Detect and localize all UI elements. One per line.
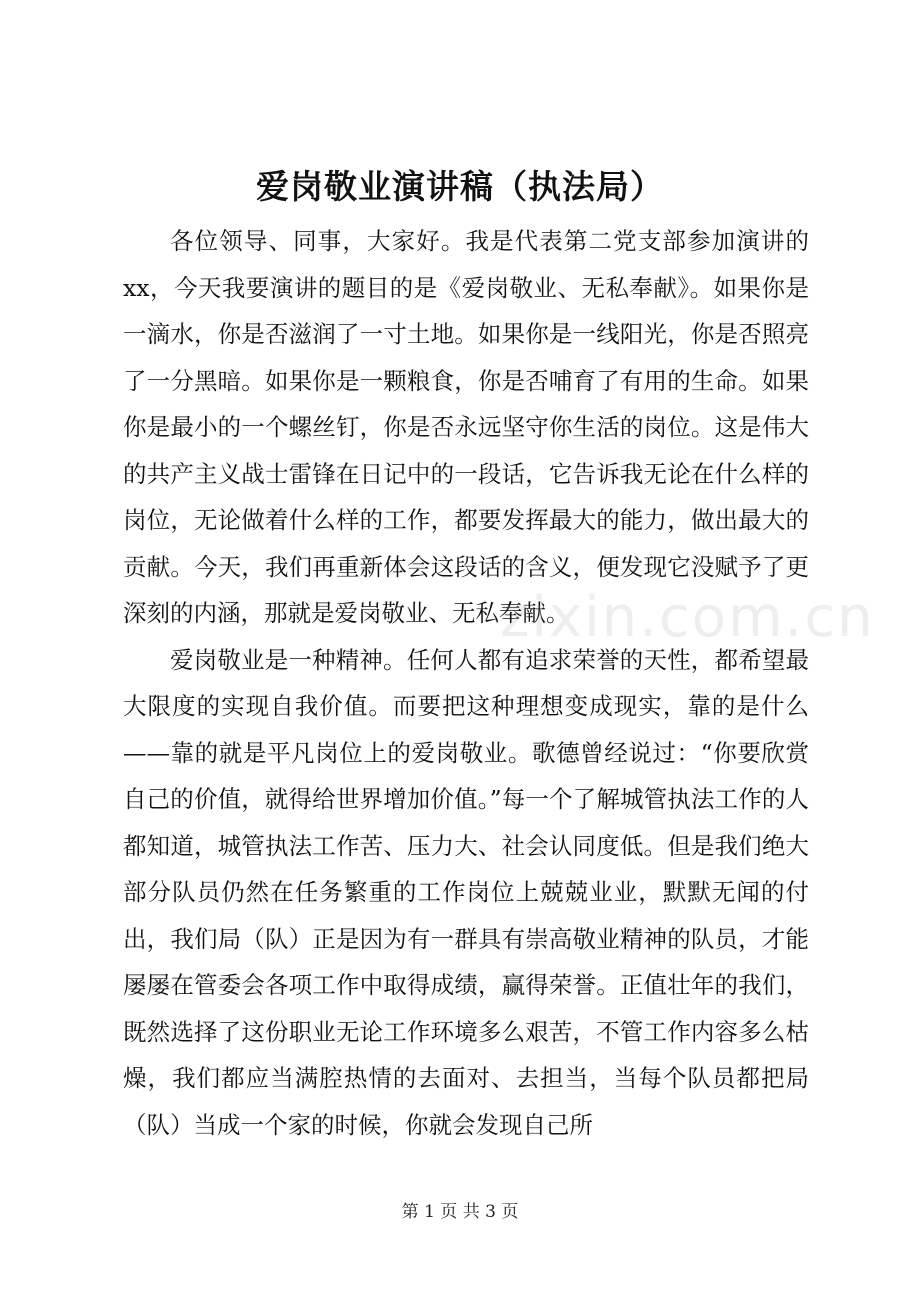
paragraph-1: 各位领导、同事，大家好。我是代表第二党支部参加演讲的xx，今天我要演讲的题目的是《爱岗敬业、无私奉献》。如果你是一滴水，你是否滋润了一寸土地。如果你是一线阳光，你是否照亮了一分黑暗。如果你是一颗粮食，你是否哺育了有用的生命。如果你是最小的一个螺丝钉，你是否永远坚守你生活的岗位。这是伟大的共产主义战士雷锋在日记中的一段话，它告诉我无论在什么样的岗位，无论做着什么样的工作，都要发挥最大的能力，做出最大的贡献。今天，我们再重新体会这段话的含义，便发现它没赋予了更深刻的内涵，那就是爱岗敬业、无私奉献。 (123, 227, 809, 627)
paragraph-2: 爱岗敬业是一种精神。任何人都有追求荣誉的天性，都希望最大限度的实现自我价值。而要把这种理想变成现实，靠的是什么——靠的就是平凡岗位上的爱岗敬业。歌德曾经说过：“你要欣赏自己的价值，就得给世界增加价值。”每一个了解城管执法工作的人都知道，城管执法工作苦、压力大、社会认同度低。但是我们绝大部分队员仍然在任务繁重的工作岗位上兢兢业业，默默无闻的付出，我们局（队）正是因为有一群具有崇高敬业精神的队员，才能屡屡在管委会各项工作中取得成绩，赢得荣誉。正值壮年的我们，既然选择了这份职业无论工作环境多么艰苦，不管工作内容多么枯燥，我们都应当满腔热情的去面对、去担当，当每个队员都把局（队）当成一个家的时候，你就会发现自己所 (123, 645, 809, 1139)
watermark: zixin.com.cn (500, 585, 875, 650)
document-title: 爱岗敬业演讲稿（执法局） (256, 167, 664, 206)
document-body (123, 218, 809, 1148)
page-footer: 第 1 页 共 3 页 (401, 1202, 519, 1222)
